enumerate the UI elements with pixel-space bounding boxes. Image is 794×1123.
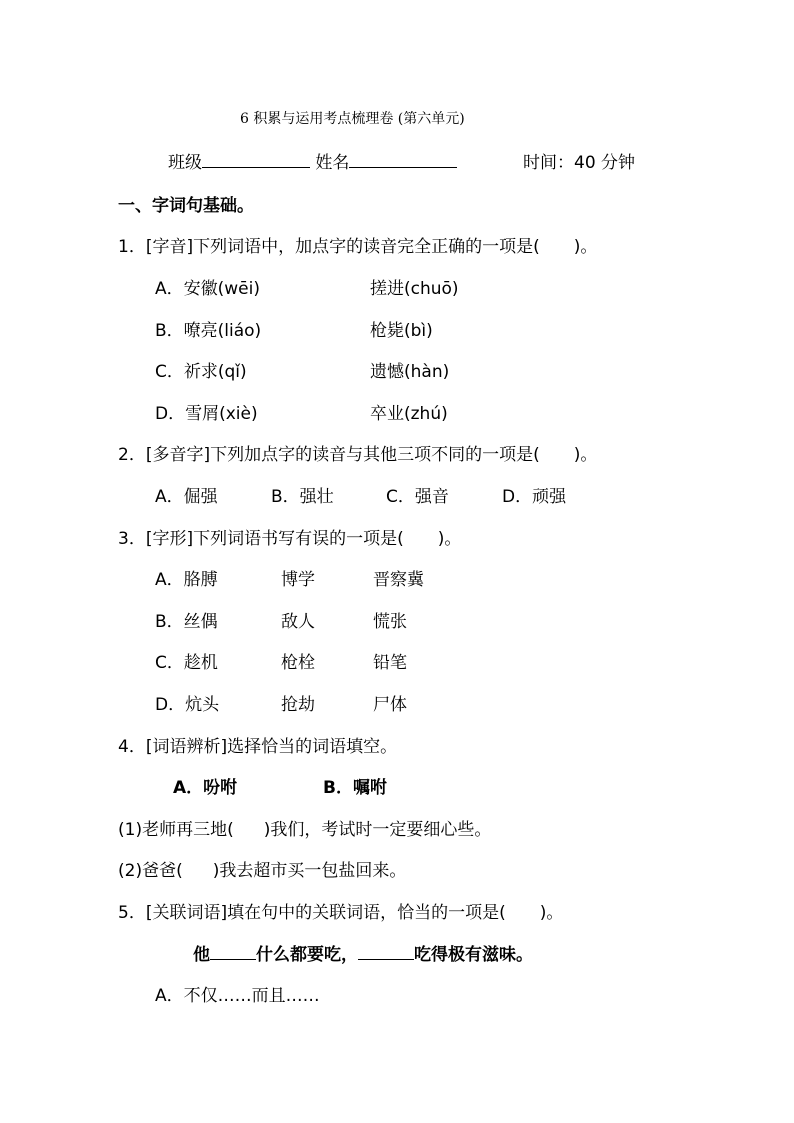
q2-option-d: D．顽强 [502, 487, 567, 507]
q3-option-d-word2: 抢劫 [281, 695, 315, 715]
question-4-stem: 4．[词语辨析]选择恰当的词语填空。 [118, 737, 398, 757]
class-label: 班级 [168, 153, 202, 173]
q1-option-a-left: A．安徽(wēi) [155, 279, 260, 299]
name-blank [349, 166, 457, 168]
q1-option-b-left: B．嘹亮(liáo) [155, 321, 262, 341]
q3-option-c-word1: C．趁机 [155, 653, 218, 673]
question-3-stem: 3．[字形]下列词语书写有误的一项是( )。 [118, 529, 462, 549]
q4-item-2-post: )我去超市买一包盐回来。 [212, 861, 407, 881]
q3-option-b-word2: 敌人 [281, 612, 315, 632]
q5-sentence-part-c: 吃得极有滋味。 [414, 945, 533, 965]
q3-option-a-word2: 博学 [281, 570, 315, 590]
class-blank [202, 166, 310, 168]
q2-option-c: C．强音 [386, 487, 449, 507]
q3-option-b-word1: B．丝偶 [155, 612, 218, 632]
q1-option-b-right: 枪毙(bì) [370, 321, 433, 341]
question-5-stem: 5．[关联词语]填在句中的关联词语，恰当的一项是( )。 [118, 903, 564, 923]
q5-blank-2[interactable] [358, 958, 414, 960]
q1-option-c-right: 遗憾(hàn) [370, 362, 450, 382]
q2-option-b: B．强壮 [271, 487, 334, 507]
q1-option-a-right: 搓进(chuō) [370, 279, 459, 299]
q1-option-d-right: 卒业(zhú) [370, 404, 448, 424]
q5-sentence-part-a: 他 [193, 945, 210, 965]
question-1-stem: 1．[字音]下列词语中，加点字的读音完全正确的一项是( )。 [118, 237, 598, 257]
class-field [168, 148, 457, 173]
q1-option-c-left: C．祈求(qǐ) [155, 362, 247, 382]
q3-option-d-word3: 尸体 [373, 695, 407, 715]
q5-blank-1[interactable] [210, 958, 256, 960]
q4-item-1-post: )我们，考试时一定要细心些。 [263, 820, 492, 840]
q5-sentence-part-b: 什么都要吃， [256, 945, 358, 965]
q2-option-a: A．倔强 [155, 487, 218, 507]
q5-option-a: A．不仅……而且…… [155, 986, 320, 1006]
q3-option-a-word3: 晋察冀 [373, 570, 424, 590]
time-label: 时间：40 分钟 [523, 153, 636, 173]
q3-option-b-word3: 慌张 [373, 612, 407, 632]
q3-option-d-word1: D．炕头 [155, 695, 220, 715]
q1-option-d-left: D．雪屑(xiè) [155, 404, 258, 424]
section-heading: 一、字词句基础。 [118, 196, 254, 216]
q5-sentence [193, 940, 533, 965]
q3-option-a-word1: A．胳膊 [155, 570, 218, 590]
q4-choice-b: B．嘱咐 [323, 778, 387, 798]
question-2-stem: 2．[多音字]下列加点字的读音与其他三项不同的一项是( )。 [118, 445, 598, 465]
q4-item-2-pre: (2)爸爸( [118, 861, 183, 881]
page-title: 6 积累与运用考点梳理卷 (第六单元) [240, 111, 465, 127]
q4-item-1-pre: (1)老师再三地( [118, 820, 234, 840]
q4-choice-a: A．吩咐 [173, 778, 238, 798]
q4-item-1 [118, 815, 491, 840]
name-label: 姓名 [315, 153, 350, 173]
q3-option-c-word3: 铅笔 [373, 653, 407, 673]
q3-option-c-word2: 枪栓 [281, 653, 315, 673]
q4-item-2 [118, 856, 406, 881]
